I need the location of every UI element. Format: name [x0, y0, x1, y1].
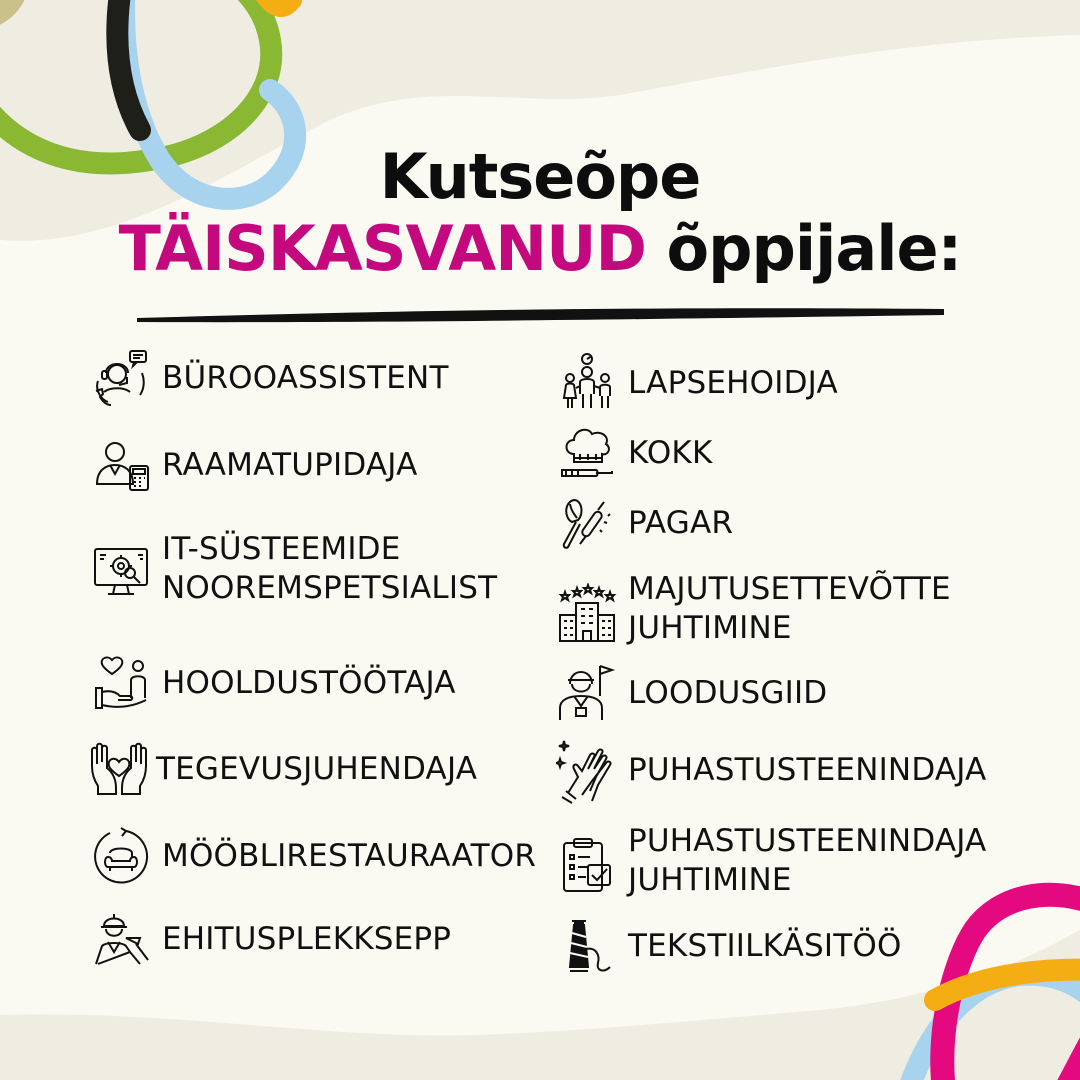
- label-line: JUHTIMINE: [628, 610, 792, 646]
- label-puhastusteenindaja-juhtimine: [628, 822, 986, 900]
- construction-worker-icon: [90, 908, 152, 970]
- list-item-loodusgiid: [556, 662, 827, 724]
- cleaning-gloves-icon: [556, 735, 618, 805]
- nature-guide-icon: [556, 662, 618, 724]
- label-line: PUHASTUSTEENINDAJA: [628, 823, 987, 859]
- label-line: EHITUSPLEKKSEPP: [162, 920, 452, 957]
- label-line: PUHASTUSTEENINDAJA: [628, 751, 987, 788]
- label-it-systeemide: [162, 530, 497, 608]
- list-item-lapsehoidja: [556, 352, 838, 414]
- label-line: HOOLDUSTÖÖTAJA: [162, 664, 456, 701]
- list-item-hooldustootaja: [90, 652, 456, 714]
- label-line: TEKSTIILKÄSITÖÖ: [628, 927, 902, 964]
- title-line-2: [0, 212, 1080, 285]
- caring-hand-icon: [90, 652, 152, 714]
- label-line: KOKK: [628, 434, 713, 471]
- label-tekstiilkasitoo: [628, 927, 902, 966]
- label-loodusgiid: [628, 674, 827, 713]
- baking-tools-icon: [556, 492, 618, 554]
- list-item-puhastusteenindaja: [556, 735, 986, 805]
- label-burooassistent: [162, 359, 449, 398]
- accountant-icon: [90, 434, 152, 496]
- list-item-puhastusteenindaja-juhtimine: [556, 822, 986, 900]
- armchair-restore-icon: [90, 825, 152, 887]
- list-item-pagar: [556, 492, 733, 554]
- title-line-1: Kutseõpe: [379, 140, 701, 213]
- list-item-burooassistent: [90, 347, 449, 409]
- hands-heart-icon: [88, 738, 150, 800]
- label-mooblirestauraator: [162, 837, 536, 876]
- label-ehitusplekksepp: [162, 920, 451, 959]
- label-line: MÖÖBLIRESTAURAATOR: [162, 837, 537, 874]
- label-line: MAJUTUSETTEVÕTTE: [628, 571, 951, 607]
- label-kokk: [628, 434, 713, 473]
- label-line: BÜROOASSISTENT: [162, 359, 449, 396]
- list-item-majutusettevotte: [556, 570, 951, 648]
- label-line: NOOREMSPETSIALIST: [162, 570, 498, 606]
- title-accent: TÄISKASVANUD: [118, 212, 646, 285]
- list-item-raamatupidaja: [90, 434, 418, 496]
- thread-spool-icon: [556, 915, 618, 977]
- computer-system-icon: [90, 539, 152, 601]
- label-line: TEGEVUSJUHENDAJA: [156, 750, 478, 787]
- label-line: JUHTIMINE: [628, 862, 792, 898]
- label-raamatupidaja: [162, 446, 418, 485]
- list-item-it-systeemide: [90, 530, 497, 608]
- label-puhastusteenindaja: [628, 751, 986, 790]
- label-line: IT-SÜSTEEMIDE: [162, 531, 401, 567]
- clipboard-checklist-icon: [556, 833, 618, 895]
- label-tegevusjuhendaja: [156, 750, 477, 789]
- title-rest: õppijale:: [645, 212, 962, 285]
- list-item-tegevusjuhendaja: [88, 738, 477, 800]
- label-line: RAAMATUPIDAJA: [162, 446, 418, 483]
- family-icon: [556, 352, 618, 414]
- list-item-mooblirestauraator: [90, 825, 536, 887]
- label-line: PAGAR: [628, 504, 734, 541]
- label-majutusettevotte: [628, 570, 951, 648]
- list-item-ehitusplekksepp: [90, 908, 451, 970]
- list-item-tekstiilkasitoo: [556, 915, 902, 977]
- list-item-kokk: [556, 422, 713, 484]
- call-center-icon: [90, 347, 152, 409]
- label-lapsehoidja: [628, 364, 838, 403]
- label-line: LOODUSGIID: [628, 674, 828, 711]
- label-pagar: [628, 504, 733, 543]
- chef-hat-icon: [556, 422, 618, 484]
- hotel-icon: [556, 583, 618, 645]
- label-line: LAPSEHOIDJA: [628, 364, 838, 401]
- label-hooldustootaja: [162, 664, 456, 703]
